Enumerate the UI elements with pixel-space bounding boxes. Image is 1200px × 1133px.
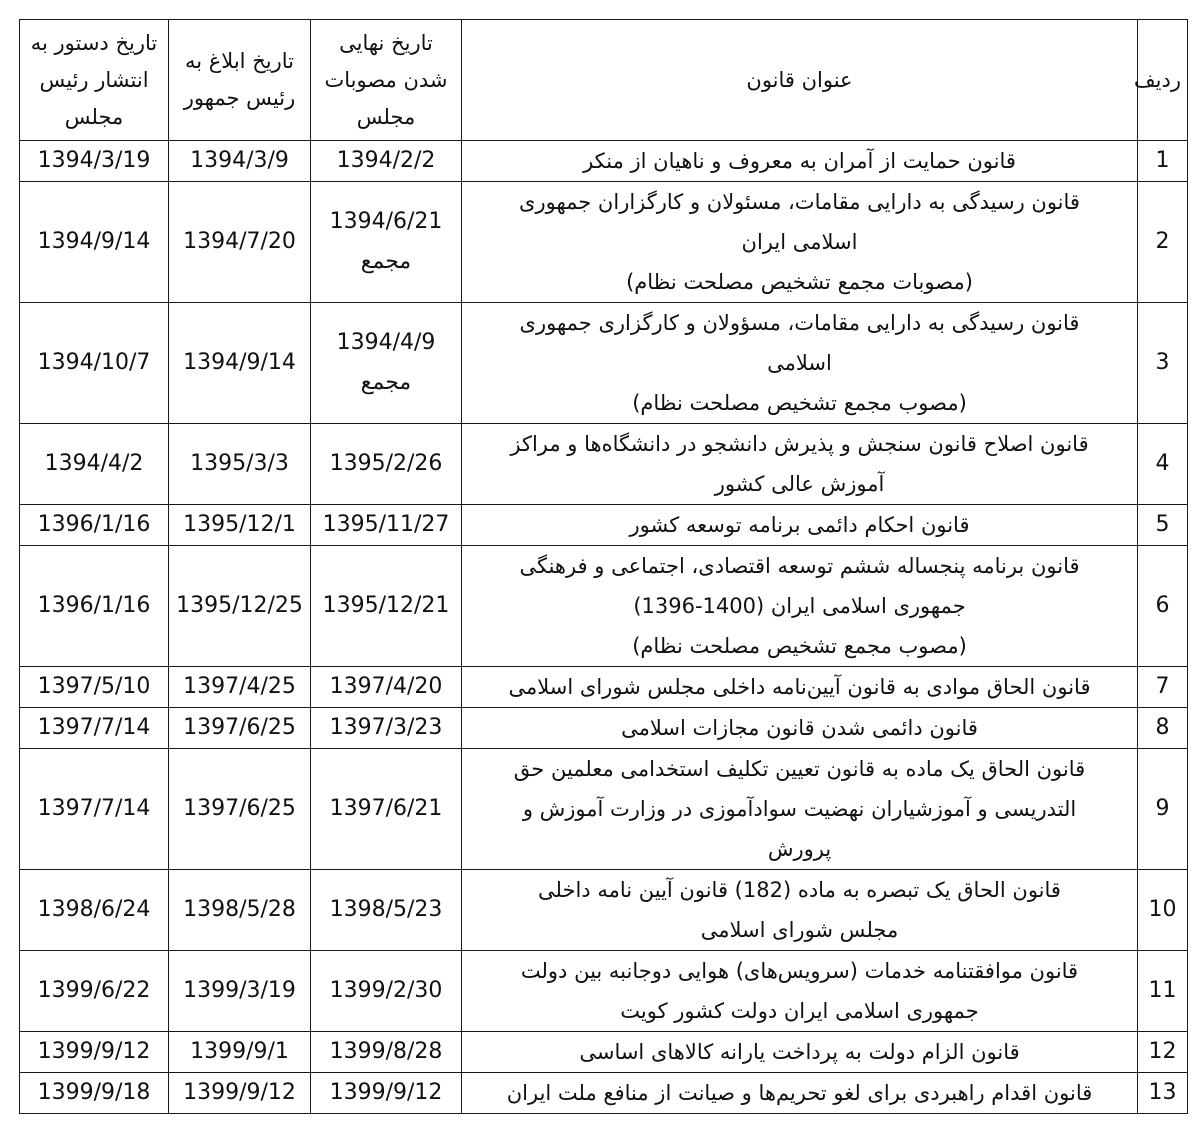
laws-table-body bbox=[20, 141, 1188, 1114]
law-title-line: قانون احکام دائمی برنامه توسعه کشور bbox=[629, 513, 970, 537]
publish-date-cell bbox=[20, 1032, 169, 1073]
final-date-cell bbox=[311, 951, 462, 1032]
law-title-line: قانون اصلاح قانون سنجش و پذیرش دانشجو در دانشگاه‌ها و مراکز bbox=[510, 432, 1089, 456]
notify-date-value: 1397/4/25 bbox=[183, 674, 296, 699]
final-date-cell bbox=[311, 708, 462, 749]
law-title-line: مجلس شورای اسلامی bbox=[700, 918, 899, 942]
notify-date-value: 1394/7/20 bbox=[183, 229, 296, 254]
row-number-cell: 11 bbox=[1138, 951, 1188, 1032]
row-number-cell: 9 bbox=[1138, 749, 1188, 870]
publish-date-value: 1394/10/7 bbox=[37, 350, 151, 375]
final-date-cell bbox=[311, 667, 462, 708]
row-number-cell: 6 bbox=[1138, 546, 1188, 667]
final-date-value: 1397/6/21 bbox=[329, 796, 443, 821]
publish-date-value: 1397/7/14 bbox=[37, 715, 151, 740]
law-title-line: پرورش bbox=[767, 837, 832, 861]
final-date-cell bbox=[311, 1032, 462, 1073]
table-row bbox=[20, 951, 1188, 1032]
final-date-value: 1394/4/9 bbox=[336, 330, 436, 355]
publish-date-value: 1399/6/22 bbox=[37, 978, 151, 1003]
law-title-cell bbox=[462, 708, 1138, 749]
notify-date-value: 1399/9/12 bbox=[183, 1080, 296, 1105]
publish-date-value: 1399/9/12 bbox=[37, 1039, 151, 1064]
law-title-line: اسلامی ایران bbox=[741, 230, 858, 254]
notify-date-value: 1395/12/1 bbox=[183, 512, 296, 537]
notify-date-value: 1399/3/19 bbox=[183, 978, 296, 1003]
law-title-cell bbox=[462, 303, 1138, 424]
law-title-line: اسلامی bbox=[767, 351, 832, 375]
final-date-value: 1399/8/28 bbox=[329, 1039, 443, 1064]
publish-date-value: 1394/4/2 bbox=[44, 451, 144, 476]
publish-date-cell bbox=[20, 870, 169, 951]
law-title-cell bbox=[462, 667, 1138, 708]
final-date-value: 1397/4/20 bbox=[329, 674, 443, 699]
table-row bbox=[20, 870, 1188, 951]
table-row bbox=[20, 141, 1188, 182]
law-title-cell bbox=[462, 505, 1138, 546]
publish-date-value: 1397/7/14 bbox=[37, 796, 151, 821]
notify-date-cell bbox=[169, 951, 311, 1032]
law-title-line: قانون موافقتنامه خدمات (سرویس‌های) هوایی دوجانبه بین دولت bbox=[520, 959, 1079, 983]
row-number-cell: 1 bbox=[1138, 141, 1188, 182]
notify-date-value: 1397/6/25 bbox=[183, 715, 296, 740]
final-date-cell bbox=[311, 303, 462, 424]
notify-date-cell bbox=[169, 546, 311, 667]
publish-date-value: 1397/5/10 bbox=[37, 674, 151, 699]
final-date-cell bbox=[311, 182, 462, 303]
notify-date-cell bbox=[169, 667, 311, 708]
law-title-line: قانون الزام دولت به پرداخت یارانه کالاهای اساسی bbox=[579, 1040, 1020, 1064]
final-date-value: 1399/9/12 bbox=[329, 1080, 443, 1105]
law-title-cell bbox=[462, 749, 1138, 870]
final-date-value: 1395/2/26 bbox=[329, 451, 443, 476]
law-title-line: (مصوب مجمع تشخیص مصلحت نظام) bbox=[632, 391, 967, 415]
final-date-cell bbox=[311, 749, 462, 870]
notify-date-cell bbox=[169, 505, 311, 546]
final-date-value: 1399/2/30 bbox=[329, 978, 443, 1003]
final-date-value: 1398/5/23 bbox=[329, 897, 443, 922]
law-title-line: قانون اقدام راهبردی برای لغو تحریم‌ها و صیانت از منافع ملت ایران bbox=[506, 1081, 1093, 1105]
law-title-line: جمهوری اسلامی ایران دولت کشور کویت bbox=[620, 999, 979, 1023]
final-date-value: 1395/11/27 bbox=[322, 512, 450, 537]
publish-date-cell bbox=[20, 424, 169, 505]
publish-date-cell bbox=[20, 546, 169, 667]
law-title-cell bbox=[462, 870, 1138, 951]
law-title-line: (مصوب مجمع تشخیص مصلحت نظام) bbox=[632, 634, 967, 658]
table-row bbox=[20, 1073, 1188, 1114]
table-row bbox=[20, 667, 1188, 708]
notify-date-value: 1395/3/3 bbox=[190, 451, 289, 476]
law-title-cell bbox=[462, 546, 1138, 667]
law-title-line: قانون برنامه پنجساله ششم توسعه اقتصادی، اجتماعی و فرهنگی bbox=[519, 554, 1080, 578]
final-date-cell bbox=[311, 505, 462, 546]
law-title-cell bbox=[462, 141, 1138, 182]
final-date-cell bbox=[311, 870, 462, 951]
row-number-cell: 7 bbox=[1138, 667, 1188, 708]
publish-date-cell bbox=[20, 505, 169, 546]
final-date-note: مجمع bbox=[360, 370, 412, 395]
law-title-line: قانون الحاق موادی به قانون آیین‌نامه داخلی مجلس شورای اسلامی bbox=[508, 675, 1091, 699]
header-publish-date: تاریخ دستور به انتشار رئیس مجلس bbox=[20, 20, 169, 141]
header-row-number: ردیف bbox=[1138, 20, 1188, 141]
header-notify-date: تاریخ ابلاغ به رئیس جمهور bbox=[169, 20, 311, 141]
table-row bbox=[20, 1032, 1188, 1073]
notify-date-value: 1397/6/25 bbox=[183, 796, 296, 821]
publish-date-cell bbox=[20, 667, 169, 708]
notify-date-value: 1399/9/1 bbox=[190, 1039, 289, 1064]
row-number-cell: 10 bbox=[1138, 870, 1188, 951]
header-row bbox=[20, 20, 1188, 141]
notify-date-value: 1394/3/9 bbox=[190, 148, 289, 173]
notify-date-cell bbox=[169, 303, 311, 424]
law-title-line: قانون دائمی شدن قانون مجازات اسلامی bbox=[621, 716, 978, 740]
law-title-cell bbox=[462, 1032, 1138, 1073]
final-date-cell bbox=[311, 1073, 462, 1114]
row-number-cell: 2 bbox=[1138, 182, 1188, 303]
final-date-note: مجمع bbox=[360, 249, 412, 274]
notify-date-cell bbox=[169, 182, 311, 303]
table-row bbox=[20, 708, 1188, 749]
row-number-cell: 3 bbox=[1138, 303, 1188, 424]
law-title-line: قانون رسیدگی به دارایی مقامات، مسئولان و کارگزاران جمهوری bbox=[519, 190, 1080, 214]
notify-date-cell bbox=[169, 1073, 311, 1114]
table-row bbox=[20, 505, 1188, 546]
publish-date-cell bbox=[20, 182, 169, 303]
law-title-cell bbox=[462, 182, 1138, 303]
row-number-cell: 5 bbox=[1138, 505, 1188, 546]
final-date-cell bbox=[311, 141, 462, 182]
publish-date-value: 1394/3/19 bbox=[37, 148, 151, 173]
law-title-line: آموزش عالی کشور bbox=[714, 472, 885, 496]
notify-date-value: 1394/9/14 bbox=[183, 350, 296, 375]
notify-date-cell bbox=[169, 708, 311, 749]
publish-date-value: 1396/1/16 bbox=[37, 512, 151, 537]
law-title-line: التدریسی و آموزشیاران نهضیت سوادآموزی در وزارت آموزش و bbox=[522, 797, 1077, 821]
law-title-line: قانون حمایت از آمران به معروف و ناهیان از منکر bbox=[583, 149, 1016, 173]
notify-date-cell bbox=[169, 749, 311, 870]
law-title-cell bbox=[462, 1073, 1138, 1114]
final-date-cell bbox=[311, 546, 462, 667]
final-date-value: 1394/2/2 bbox=[336, 148, 436, 173]
law-title-cell bbox=[462, 424, 1138, 505]
publish-date-value: 1398/6/24 bbox=[37, 897, 151, 922]
table-row bbox=[20, 546, 1188, 667]
final-date-value: 1394/6/21 bbox=[329, 209, 443, 234]
header-final-date: تاریخ نهایی شدن مصوبات مجلس bbox=[311, 20, 462, 141]
law-title-line: جمهوری اسلامی ایران (1400-1396) bbox=[633, 594, 966, 618]
law-title-line: قانون الحاق یک ماده به قانون تعیین تکلیف استخدامی معلمین حق bbox=[513, 757, 1086, 781]
notify-date-cell bbox=[169, 424, 311, 505]
row-number-cell: 13 bbox=[1138, 1073, 1188, 1114]
law-title-line: قانون الحاق یک تبصره به ماده (182) قانون آیین نامه داخلی bbox=[538, 878, 1061, 902]
table-row bbox=[20, 749, 1188, 870]
table-row bbox=[20, 303, 1188, 424]
row-number-cell: 4 bbox=[1138, 424, 1188, 505]
table-row bbox=[20, 182, 1188, 303]
notify-date-value: 1398/5/28 bbox=[183, 897, 296, 922]
row-number-cell: 12 bbox=[1138, 1032, 1188, 1073]
publish-date-cell bbox=[20, 141, 169, 182]
table-row bbox=[20, 424, 1188, 505]
law-title-cell bbox=[462, 951, 1138, 1032]
publish-date-cell bbox=[20, 708, 169, 749]
notify-date-value: 1395/12/25 bbox=[176, 593, 303, 618]
final-date-cell bbox=[311, 424, 462, 505]
publish-date-cell bbox=[20, 303, 169, 424]
publish-date-cell bbox=[20, 1073, 169, 1114]
row-number-cell: 8 bbox=[1138, 708, 1188, 749]
publish-date-value: 1394/9/14 bbox=[37, 229, 151, 254]
final-date-value: 1395/12/21 bbox=[322, 593, 450, 618]
law-title-line: (مصوبات مجمع تشخیص مصلحت نظام) bbox=[626, 270, 973, 294]
publish-date-cell bbox=[20, 749, 169, 870]
publish-date-value: 1396/1/16 bbox=[37, 593, 151, 618]
notify-date-cell bbox=[169, 1032, 311, 1073]
publish-date-cell bbox=[20, 951, 169, 1032]
publish-date-value: 1399/9/18 bbox=[37, 1080, 151, 1105]
final-date-value: 1397/3/23 bbox=[329, 715, 443, 740]
header-law-title: عنوان قانون bbox=[462, 20, 1138, 141]
laws-table bbox=[19, 19, 1188, 1114]
notify-date-cell bbox=[169, 141, 311, 182]
notify-date-cell bbox=[169, 870, 311, 951]
law-title-line: قانون رسیدگی به دارایی مقامات، مسؤولان و کارگزاری جمهوری bbox=[519, 311, 1080, 335]
